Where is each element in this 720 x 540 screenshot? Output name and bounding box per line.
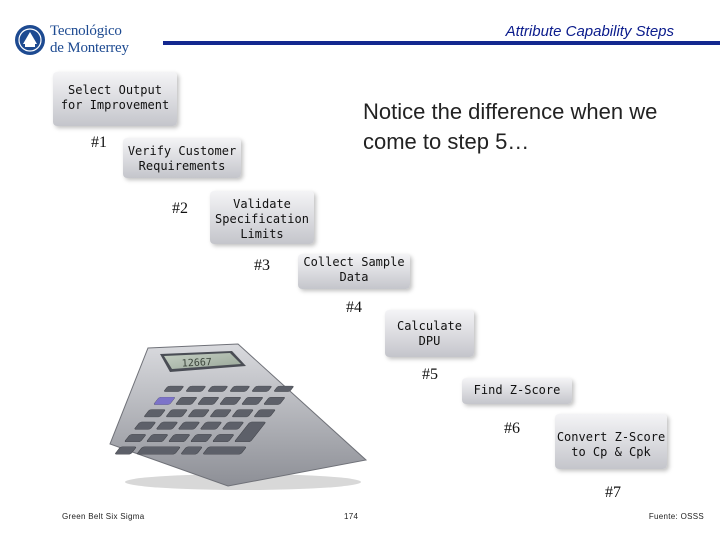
footer-course: Green Belt Six Sigma [62, 512, 145, 521]
calculator-display: 12667 [181, 357, 213, 370]
step-7-label: Convert Z-Score to Cp & Cpk [556, 430, 666, 459]
step-7-number: #7 [605, 484, 621, 501]
title-rule [163, 41, 720, 45]
step-4-number: #4 [346, 299, 362, 316]
step-2-number: #2 [172, 200, 188, 217]
institution-logo [14, 22, 144, 62]
footer-page-number: 174 [344, 512, 359, 521]
step-6-label: Find Z-Score [473, 383, 561, 397]
step-2-label: Verify Customer Requirements [127, 144, 237, 173]
step-4-box [298, 254, 410, 289]
step-5-box [385, 310, 474, 357]
callout-note: Notice the difference when we come to step 5… [363, 99, 658, 154]
step-5-number: #5 [422, 366, 438, 383]
logo-text-line2: de Monterrey [50, 40, 129, 56]
footer-source: Fuente: OSSS [648, 512, 704, 521]
step-7-box [555, 414, 667, 469]
institution-seal-icon [14, 24, 46, 56]
step-1-number: #1 [91, 134, 107, 151]
step-6-number: #6 [504, 420, 520, 437]
step-3-number: #3 [254, 257, 270, 274]
slide-title: Attribute Capability Steps [505, 23, 674, 40]
step-3-box [210, 191, 314, 244]
step-2-box [123, 138, 241, 178]
step-3-label: Validate Specification Limits [215, 197, 309, 241]
step-1-box [53, 72, 177, 126]
step-6-box [462, 378, 572, 404]
step-4-label: Collect Sample Data [303, 255, 405, 284]
step-1-label: Select Output for Improvement [60, 83, 170, 112]
step-5-label: Calculate DPU [396, 319, 463, 348]
calculator-icon [108, 342, 370, 492]
logo-text-line1: Tecnológico [50, 23, 122, 39]
